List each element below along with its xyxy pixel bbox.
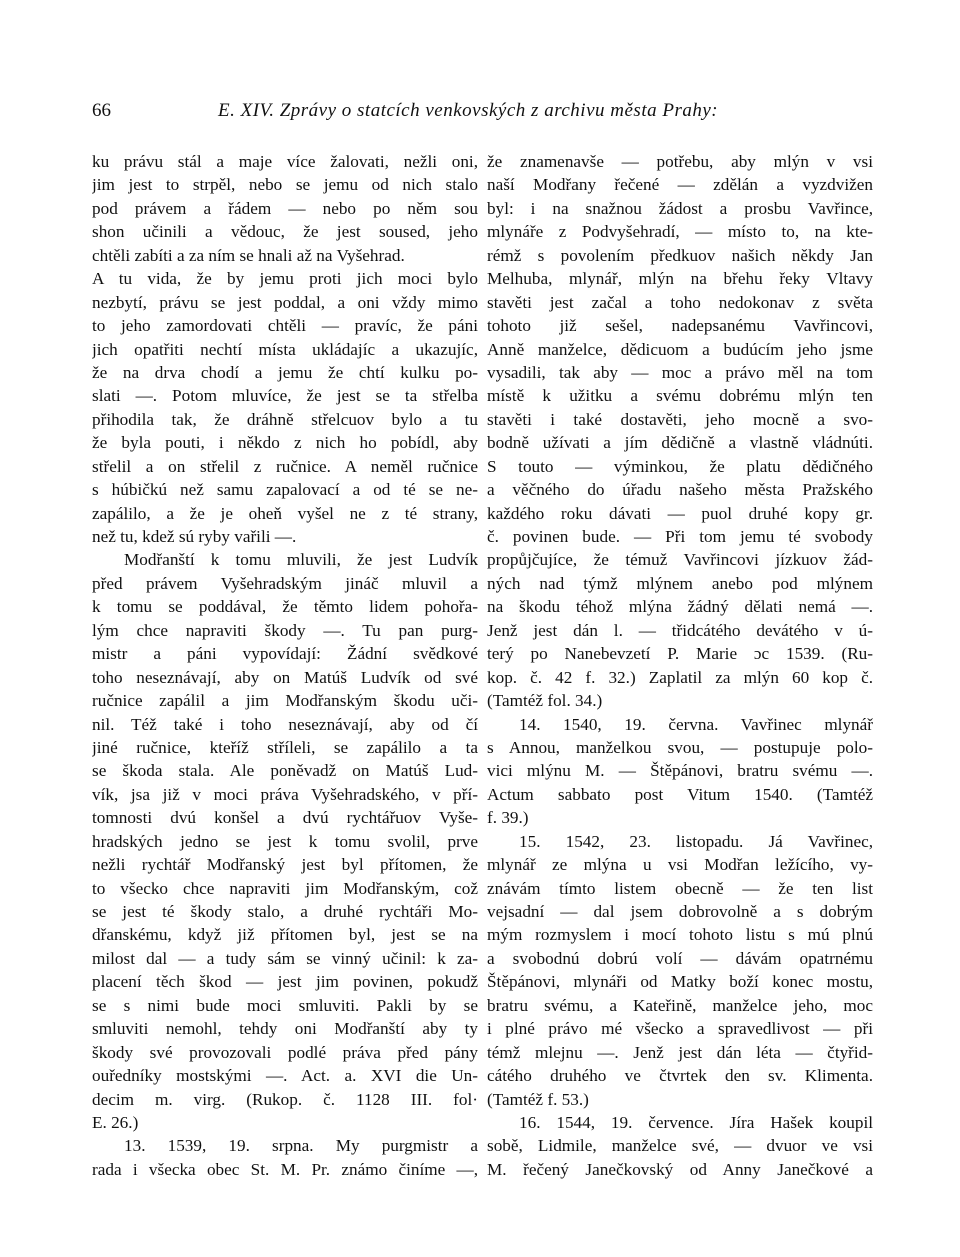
text-line: mlynář ze mlýna u vsi Modřan ležícího, vy- (487, 855, 873, 875)
text-line: se škoda stala. Ale poněvadž on Matúš Lud- (92, 761, 478, 781)
text-line: a věčného do úřadu našeho města Pražského (487, 480, 873, 500)
text-line: 15. 1542, 23. listopadu. Já Vavřinec, (519, 831, 873, 851)
text-line: shon učinili a vědouc, že jest soused, jeho (92, 222, 478, 242)
text-line: místě k užitku a svému dobrému mlýn ten (487, 386, 873, 406)
text-line: vysadili, tak aby — moc a právo měl na tom (487, 362, 873, 382)
text-line: tohoto již sešel, nadepsanému Vavřincovi, (487, 316, 873, 336)
page-header (0, 100, 960, 130)
text-line: 16. 1544, 19. července. Jíra Hašek koupil (519, 1112, 873, 1132)
text-line: Melhuba, mlynář, mlýn na břehu řeky Vltavy (487, 269, 873, 289)
text-line: Modřanští k tomu mluvili, že jest Ludvík (124, 550, 478, 570)
text-line: se jest té škody stalo, a druhé rychtáři Mo- (92, 902, 478, 921)
text-line: to jeho zamordovati chtěli — pravíc, že páni (92, 316, 478, 336)
text-line: že znamenavše — potřebu, aby mlýn v vsi (487, 152, 873, 171)
text-line: cátého druhého ve čtvrtek den sv. Klimenta. (487, 1066, 873, 1086)
text-line: placení těch škod — jest jim povinen, pokudž (92, 972, 478, 992)
text-line: střelil a on střelil z ručnice. A neměl ručnice (92, 456, 478, 476)
text-line: rada i všecka obec St. M. Pr. známo činíme —, (92, 1159, 478, 1179)
text-line: témž mlejnu —. Jenž jest dán léta — čtyřid- (487, 1042, 873, 1062)
text-line: dřanskému, když již přítomen byl, jest se na (92, 925, 478, 945)
text-line: Jenž jest dán l. — třidcátého devátého v ú- (487, 620, 873, 640)
text-line: milost dal — a tudy sám se vinný učinil: k za- (92, 948, 478, 968)
right-column (487, 150, 873, 1181)
text-line: k tomu se poddával, že těmto lidem pohořa- (92, 597, 478, 617)
text-line: mlynáře z Podvyšehradí, — místo to, na kte- (487, 222, 873, 242)
text-line: S touto — výminkou, že platu dědičného (487, 456, 873, 476)
text-line: že byla pouti, i někdo z nich ho pobídl, aby (92, 433, 478, 453)
text-line: ku právu stál a maje více žalovati, nežli oni, (92, 152, 478, 171)
text-line: se s nimi bude moci smluviti. Pakli by se (92, 995, 478, 1015)
text-line: mistr a páni vypovídají: Žádní svědkové (92, 644, 478, 664)
text-line: M. řečený Janečkovský od Anny Janečkové a (487, 1159, 873, 1179)
text-line: vík, jsa již v moci práva Vyšehradského, v pří- (92, 784, 478, 804)
text-line: (Tamtéž f. 53.) (487, 1089, 589, 1109)
text-line: A tu vida, že by jemu proti jich moci bylo (92, 269, 478, 289)
text-line: hradských jedno se jest k tomu svolil, prve (92, 831, 478, 851)
text-line: sobě, Lidmile, manželce své, — dvuor ve vsi (487, 1136, 873, 1156)
text-line: stavěti jest začal a toho nedokonav z světa (487, 292, 873, 312)
text-line: ných nad týmž mlýnem anebo pod mlýnem (487, 573, 873, 593)
text-line: to všecko chce napraviti jim Modřanským, což (92, 878, 478, 898)
text-line: vejsadní — dal jsem dobrovolně a s dobrým (487, 902, 873, 921)
text-line: decim m. virg. (Rukop. č. 1128 III. fol· (92, 1089, 478, 1109)
text-line: přihodila tak, že dráhně střelcuov bylo a tu (92, 409, 478, 429)
text-line: toho neseznávají, aby on Matúš Ludvík od své (92, 667, 478, 687)
text-line: slati —. Potom mluvíce, že jest se ta střelba (92, 386, 478, 406)
text-line: chtěli zabíti a za ním se hnali až na Vyšehrad. (92, 245, 405, 265)
text-line: i plné právo mé všecko a spravedlivost — při (487, 1019, 873, 1039)
text-line: byl: i na snažnou žádost a prosbu Vavřince, (487, 198, 873, 218)
text-line: Štěpánovi, mlynáři od Matky boží konec mostu, (487, 972, 873, 992)
text-line: 14. 1540, 19. června. Vavřinec mlynář (519, 714, 873, 734)
text-line: škody své provozovali podlé práva před pány (92, 1042, 478, 1062)
text-line: f. 39.) (487, 808, 529, 828)
text-line: naší Modřany řečené — zdělán a vyzdvižen (487, 175, 873, 195)
text-line: 13. 1539, 19. srpna. My purgmistr a (124, 1136, 478, 1156)
text-line: kop. č. 42 f. 32.) Zaplatil za mlýn 60 kop č. (487, 667, 873, 687)
text-line: Actum sabbato post Vitum 1540. (Tamtéž (487, 784, 873, 804)
text-line: bodně užívati a jím dědičně a vlastně vládnúti. (487, 433, 873, 453)
text-line: s húbičkú než samu zapalovací a od té se ne- (92, 480, 478, 500)
text-line: terý po Nanebevzetí P. Marie ɔc 1539. (Ru- (487, 644, 873, 664)
text-line: zapálilo, a že je oheň vyšel ne z té strany, (92, 503, 478, 523)
text-line: bratru svému, a Kateřině, manželce jeho, moc (487, 995, 873, 1015)
text-line: E. 26.) (92, 1112, 139, 1132)
text-line: nil. Též také i toho neseznávají, aby od čí (92, 714, 478, 734)
text-line: jim jest to strpěl, nebo se jemu od nich stalo (92, 175, 478, 195)
text-line: č. povinen bude. — Při tom jemu té svobody (487, 527, 873, 546)
text-line: nezbytí, právu se jest poddal, a oni vždy mimo (92, 292, 478, 312)
text-line: ručnice zapálil a jim Modřanským škodu uči- (92, 691, 478, 711)
running-head: E. XIV. Zprávy o statcích venkovských z archivu města Prahy: (218, 100, 719, 121)
text-line: a svobodnú dobrú volí — dávám opatrnému (487, 948, 873, 968)
left-column (92, 150, 478, 1181)
text-line: mým rozmyslem i mocí tohoto listu s mú plnú (487, 925, 873, 945)
text-line: tomnosti dvú konšel a dvú rychtářuov Vyše- (92, 808, 478, 828)
text-line: lým chce napraviti škody —. Tu pan purg- (92, 620, 478, 640)
text-line: než tu, kdež sú ryby vařili —. (92, 527, 297, 546)
text-line: smluviti nemohl, tehdy oni Modřanští aby ty (92, 1019, 478, 1039)
text-line: s Annou, manželkou svou, — postupuje polo- (487, 737, 873, 757)
text-line: před právem Vyšehradským jináč mluvil a (92, 573, 478, 593)
text-line: znávám tímto listem obecně — že ten list (487, 878, 873, 898)
text-line: každého roku dávati — puol druhé kopy gr. (487, 503, 873, 523)
text-line: pod právem a řádem — nebo po něm sou (92, 198, 478, 218)
text-line: (Tamtéž fol. 34.) (487, 691, 603, 711)
page-number: 66 (92, 100, 111, 121)
text-line: Anně manželce, dědicuom a budúcím jeho jsme (487, 339, 873, 359)
text-line: stavěti i také dostavěti, jeho mocně a svo- (487, 409, 873, 429)
text-line: propůjčujíce, že témuž Vavřincovi jízkuov žád- (487, 550, 873, 570)
text-line: nežli rychtář Modřanský jest byl přítomen, že (92, 855, 478, 875)
text-line: jiné ručnice, kteříž stříleli, se zapálilo a ta (92, 737, 478, 757)
text-line: rémž s povolením předkuov našich někdy Jan (487, 245, 873, 265)
text-line: ouředníky mostskými —. Act. a. XVI die Un- (92, 1066, 478, 1086)
text-line: že na drva chodí a jemu že chtí kulku po- (92, 362, 478, 382)
text-line: na škodu téhož mlýna žádný dělati nemá —. (487, 597, 873, 617)
text-line: jich opatřiti nechtí místa ukládajíc a ukazujíc, (92, 339, 478, 359)
text-line: vici mlýnu M. — Štěpánovi, bratru svému —. (487, 761, 873, 781)
